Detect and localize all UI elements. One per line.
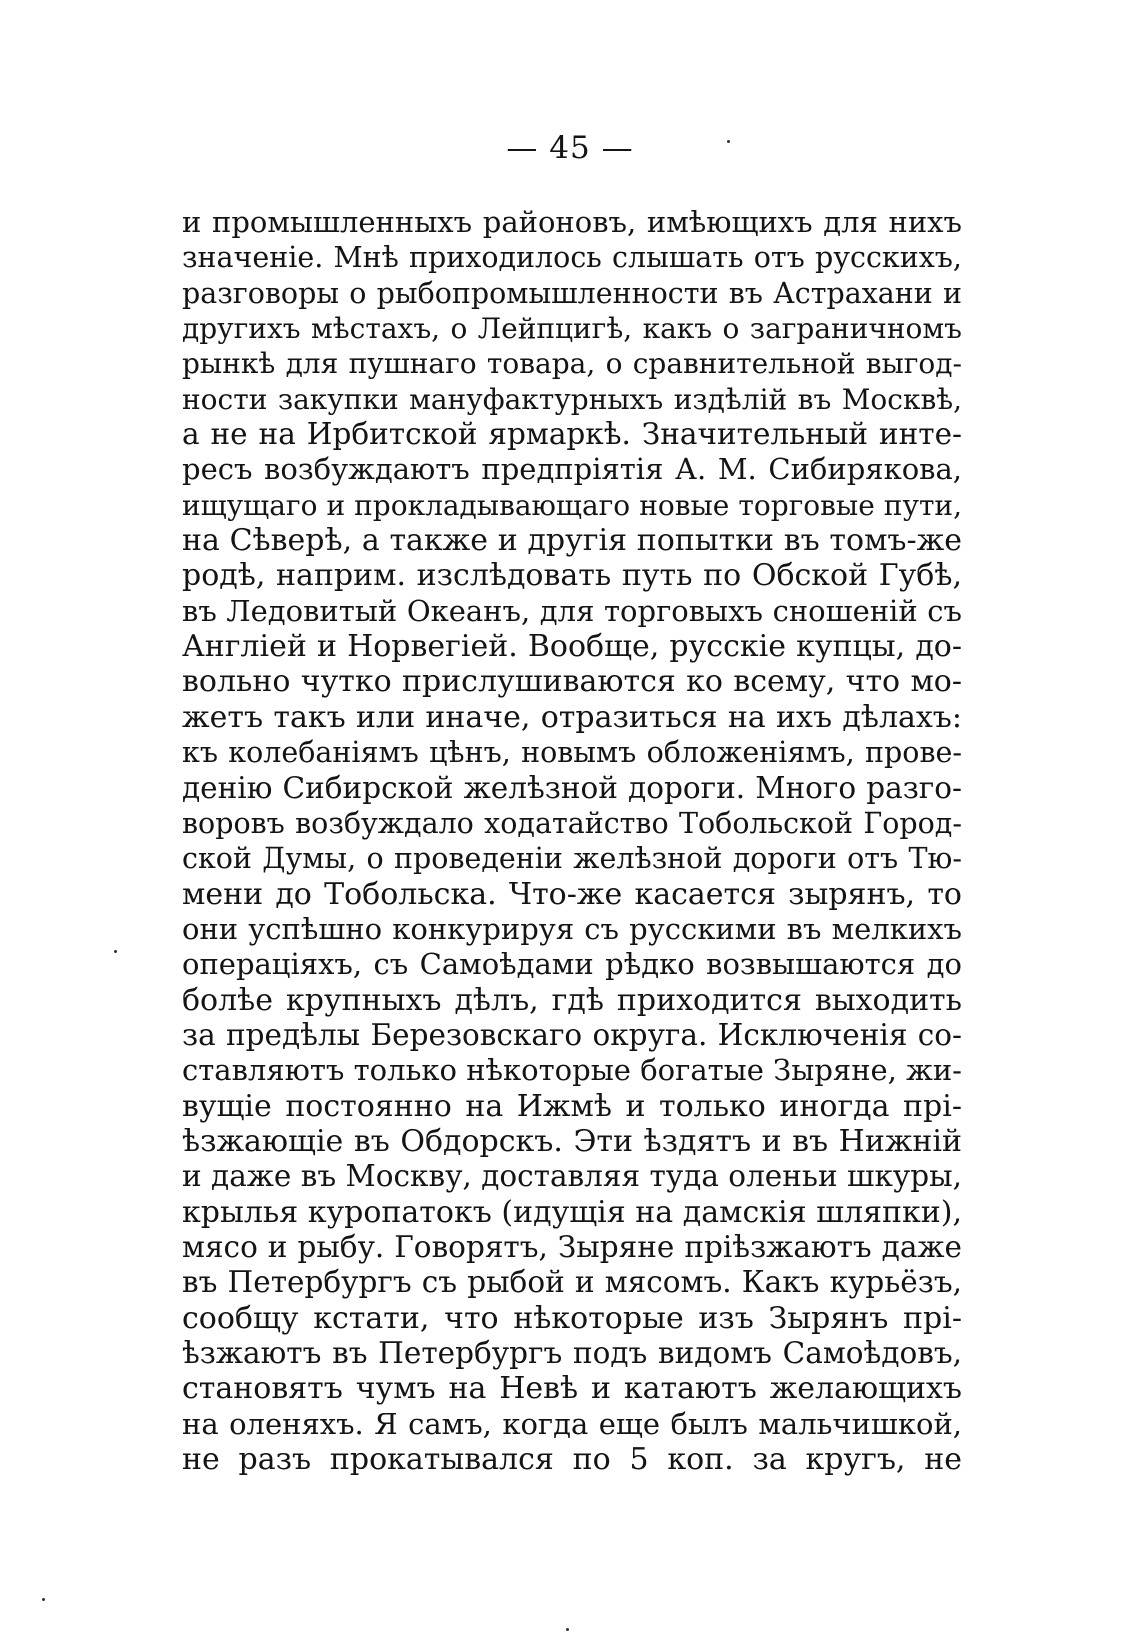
text-line: ресъ возбуждаютъ предпріятія А. М. Сибирякова, (182, 452, 962, 487)
text-line: разговоры о рыбопромышленности въ Астрахани и (182, 276, 962, 310)
text-line: на Сѣверѣ, а также и другія попытки въ томъ-же (182, 523, 962, 559)
text-line: Англіей и Норвегіей. Вообще, русскіе купцы, до- (182, 629, 962, 665)
text-line: рынкѣ для пушнаго товара, о сравнительной выгод- (182, 347, 962, 381)
text-line: къ колебаніямъ цѣнъ, новымъ обложеніямъ, прове- (182, 736, 962, 770)
text-line: денію Сибирской желѣзной дороги. Много разго- (182, 770, 962, 805)
text-line: ской Думы, о проведеніи желѣзной дороги отъ Тю- (182, 842, 962, 876)
text-line: ищущаго и прокладывающаго новые торговые пути, (182, 488, 962, 522)
text-line: вольно чутко прислушиваются ко всему, что мо- (182, 664, 962, 700)
body-text (182, 205, 962, 1477)
scan-speck (727, 140, 730, 143)
text-line: и промышленныхъ районовъ, имѣющихъ для нихъ (182, 205, 962, 239)
scan-speck (114, 950, 117, 953)
text-line: жетъ такъ или иначе, отразиться на ихъ дѣлахъ: (182, 699, 962, 735)
text-line: мени до Тобольска. Что-же касается зырянъ, то (182, 876, 962, 912)
text-line: крылья куропатокъ (идущія на дамскія шляпки), (182, 1194, 962, 1230)
text-line: они успѣшно конкурируя съ русскими въ мелкихъ (182, 911, 962, 946)
text-line: ставляютъ только нѣкоторые богатые Зыряне, жи- (182, 1053, 962, 1088)
page-number: — 45 — (506, 130, 634, 166)
text-line: сообщу кстати, что нѣкоторые изъ Зырянъ прі- (182, 1300, 962, 1336)
text-line: болѣе крупныхъ дѣлъ, гдѣ приходится выходить (182, 982, 962, 1018)
scan-speck (566, 1628, 569, 1631)
text-line: воровъ возбуждало ходатайство Тобольской Город- (182, 806, 962, 840)
text-line: другихъ мѣстахъ, о Лейпцигѣ, какъ о заграничномъ (182, 312, 962, 346)
text-line: въ Петербургъ съ рыбой и мясомъ. Какъ курьёзъ, (182, 1265, 962, 1300)
text-line: вущіе постоянно на Ижмѣ и только иногда прі- (182, 1088, 962, 1124)
text-line: становятъ чумъ на Невѣ и катаютъ желающихъ (182, 1371, 962, 1407)
text-line: на оленяхъ. Я самъ, когда еще былъ мальчишкой, (182, 1406, 962, 1441)
text-line: ѣзжающіе въ Обдорскъ. Эти ѣздятъ и въ Нижній (182, 1123, 962, 1159)
text-line: ности закупки мануфактурныхъ издѣлій въ Москвѣ, (182, 382, 962, 416)
text-line: значеніе. Мнѣ приходилось слышать отъ русскихъ, (182, 241, 962, 275)
text-line: ѣзжаютъ въ Петербургъ подъ видомъ Самоѣдовъ, (182, 1336, 962, 1370)
text-line: мясо и рыбу. Говорятъ, Зыряне пріѣзжаютъ даже (182, 1229, 962, 1264)
text-line: а не на Ирбитской ярмаркѣ. Значительный инте- (182, 417, 962, 452)
text-line: родѣ, наприм. изслѣдовать путь по Обской Губѣ, (182, 558, 962, 594)
scan-speck (42, 1598, 45, 1601)
text-line: за предѣлы Березовскаго округа. Исключенія со- (182, 1017, 962, 1052)
text-line: операціяхъ, съ Самоѣдами рѣдко возвышаются до (182, 947, 962, 982)
text-line: въ Ледовитый Океанъ, для торговыхъ сношеній съ (182, 593, 962, 628)
text-line: не разъ прокатывался по 5 коп. за кругъ, не (182, 1442, 962, 1478)
text-line: и даже въ Москву, доставляя туда оленьи шкуры, (182, 1159, 962, 1194)
